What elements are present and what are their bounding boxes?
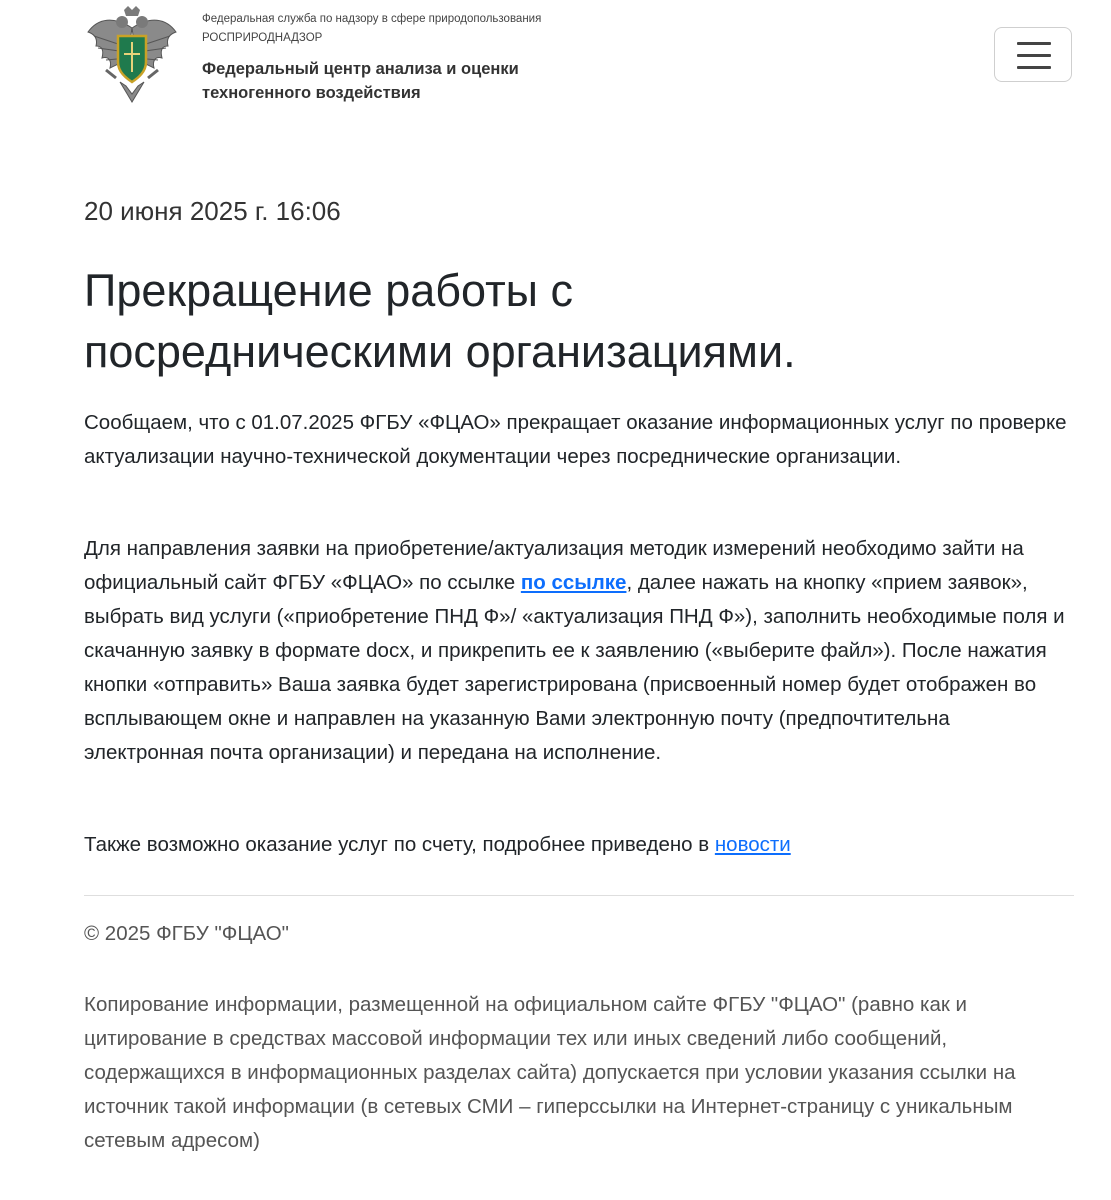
copyright-text: © 2025 ФГБУ "ФЦАО": [84, 922, 289, 945]
agency-short-name: РОСПРИРОДНАДЗОР: [202, 32, 323, 44]
application-link[interactable]: по ссылке: [520, 571, 627, 594]
publication-date: 20 июня 2025 г. 16:06: [84, 196, 341, 226]
paragraph-2-text-after: , далее нажать на кнопку «прием заявок», выбрать вид услуги («приобретение ПНД Ф»/ «актуализация ПНД Ф»), заполнить необходимые поля и скачанную заявку в формате docx, и прикрепить ее к заявлению («выберите файл»). После нажатия кнопки «отправить» Ваша заявка будет зарегистрирована (присвоенный номер будет отображен во всплывающем окне и направлен на указанную Вами электронную почту (предпочтительна электронная почта организации) и передана на исполнение.: [84, 571, 1065, 764]
center-name-line2: техногенного воздействия: [202, 84, 421, 102]
news-link[interactable]: новости: [714, 833, 791, 856]
center-name[interactable]: [202, 57, 519, 105]
article-paragraph-3: [84, 828, 1074, 862]
center-name-line1: Федеральный центр анализа и оценки: [202, 60, 519, 78]
agency-full-name: Федеральная служба по надзору в сфере природопользования: [202, 13, 542, 25]
paragraph-3-text: Также возможно оказание услуг по счету, подробнее приведено в: [84, 833, 715, 856]
article-title-line2: посредническими организациями.: [84, 326, 796, 377]
copy-notice: Копирование информации, размещенной на официальном сайте ФГБУ "ФЦАО" (равно как и цитирование в средствах массовой информации тех или иных сведений либо сообщений, содержащихся в информационных разделах сайта) допускается при условии указания ссылки на источник такой информации (в сетевых СМИ – гиперссылки на Интернет-страницу с уникальным сетевым адресом): [84, 993, 1016, 1152]
article-title: [84, 260, 1074, 382]
menu-toggle-button[interactable]: [994, 27, 1072, 82]
article-title-line1: Прекращение работы с: [84, 265, 574, 316]
agency-name: [202, 10, 541, 48]
site-header: [0, 0, 1111, 120]
paragraph-2-text-before: Для направления заявки на приобретение/актуализация методик измерений необходимо зайти на официальный сайт ФГБУ «ФЦАО» по ссылке: [84, 537, 1024, 594]
article-paragraph-1: Сообщаем, что с 01.07.2025 ФГБУ «ФЦАО» прекращает оказание информационных услуг по проверке актуализации научно-технической документации через посреднические организации.: [84, 411, 1067, 468]
emblem-logo-icon[interactable]: [84, 6, 180, 106]
article-paragraph-2: [84, 532, 1074, 770]
footer-divider: [84, 895, 1074, 896]
